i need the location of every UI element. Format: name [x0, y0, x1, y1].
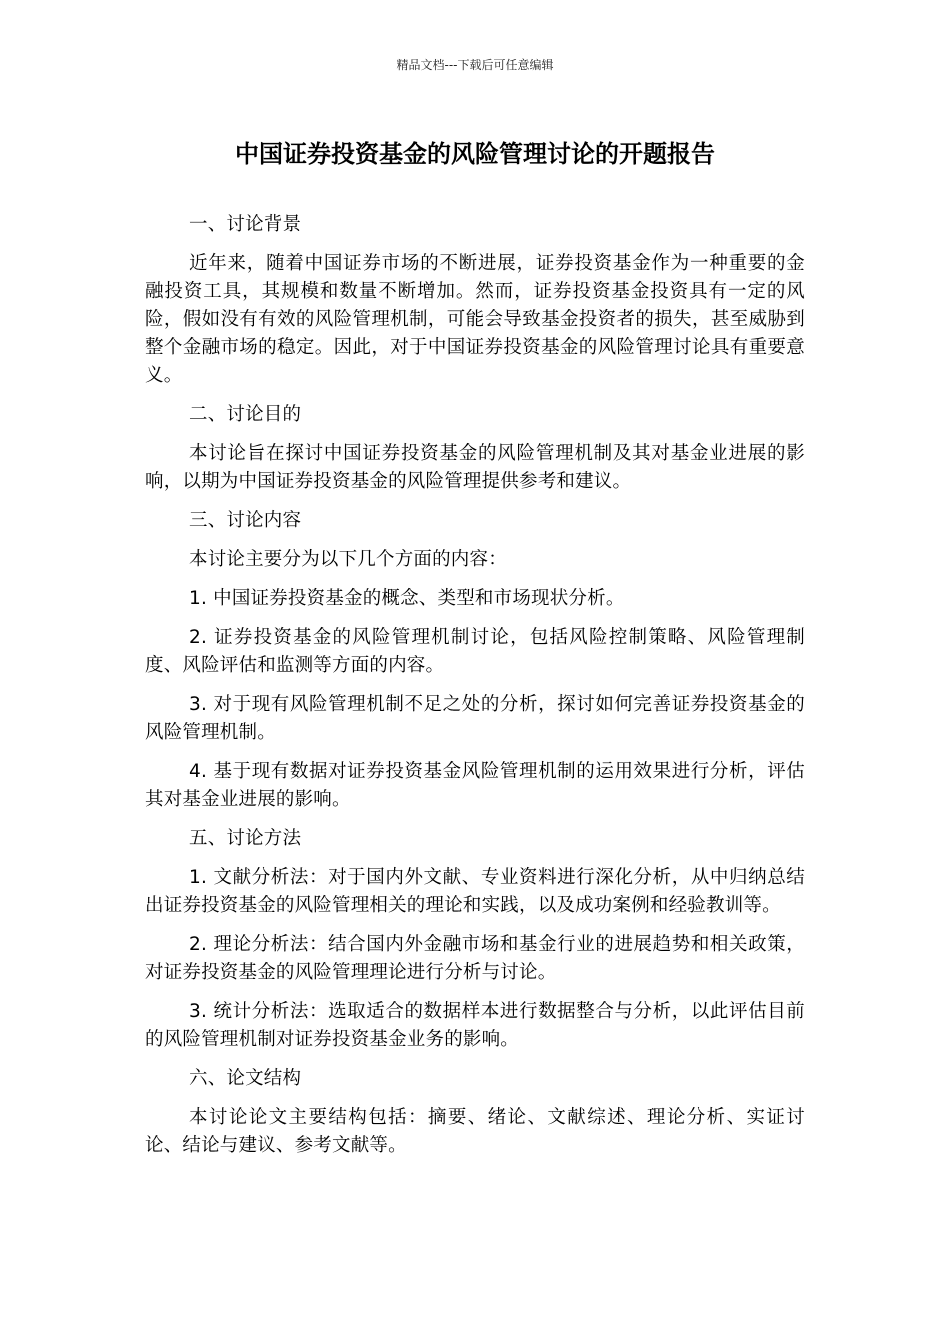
list-item-content-3: 3. 对于现有风险管理机制不足之处的分析，探讨如何完善证券投资基金的风险管理机制。: [145, 694, 805, 743]
page-header-note: 精品文档---下载后可任意编辑: [396, 58, 554, 72]
paragraph-structure: 本讨论论文主要结构包括：摘要、绪论、文献综述、理论分析、实证讨论、结论与建议、参考文献等。: [145, 1107, 805, 1156]
list-item-method-3: 3. 统计分析法：选取适合的数据样本进行数据整合与分析，以此评估目前的风险管理机制对证券投资基金业务的影响。: [145, 1001, 805, 1050]
section-heading-purpose: 二、讨论目的: [189, 404, 302, 425]
document-body: [145, 211, 805, 1171]
list-item-content-4: 4. 基于现有数据对证券投资基金风险管理机制的运用效果进行分析，评估其对基金业进展的影响。: [145, 761, 805, 810]
list-item-method-2: 2. 理论分析法：结合国内外金融市场和基金行业的进展趋势和相关政策，对证券投资基金的风险管理理论进行分析与讨论。: [145, 934, 805, 983]
list-item-method-1: 1. 文献分析法：对于国内外文献、专业资料进行深化分析，从中归纳总结出证券投资基金的风险管理相关的理论和实践，以及成功案例和经验教训等。: [145, 867, 805, 916]
paragraph-background: 近年来，随着中国证券市场的不断进展，证券投资基金作为一种重要的金融投资工具，其规模和数量不断增加。然而，证券投资基金投资具有一定的风险，假如没有有效的风险管理机制，可能会导致基金投资者的损失，甚至威胁到整个金融市场的稳定。因此，对于中国证券投资基金的风险管理讨论具有重要意义。: [145, 253, 805, 386]
section-heading-content: 三、讨论内容: [189, 510, 302, 531]
section-heading-background: 一、讨论背景: [189, 214, 302, 235]
section-heading-structure: 六、论文结构: [189, 1068, 302, 1089]
paragraph-purpose: 本讨论旨在探讨中国证券投资基金的风险管理机制及其对基金业进展的影响，以期为中国证券投资基金的风险管理提供参考和建议。: [145, 443, 805, 492]
list-item-content-2: 2. 证券投资基金的风险管理机制讨论，包括风险控制策略、风险管理制度、风险评估和监测等方面的内容。: [145, 627, 805, 676]
document-title: 中国证券投资基金的风险管理讨论的开题报告: [235, 140, 715, 168]
section-heading-method: 五、讨论方法: [189, 828, 302, 849]
list-item-content-1: 1. 中国证券投资基金的概念、类型和市场现状分析。: [189, 588, 625, 609]
paragraph-content-intro: 本讨论主要分为以下几个方面的内容：: [189, 549, 507, 570]
